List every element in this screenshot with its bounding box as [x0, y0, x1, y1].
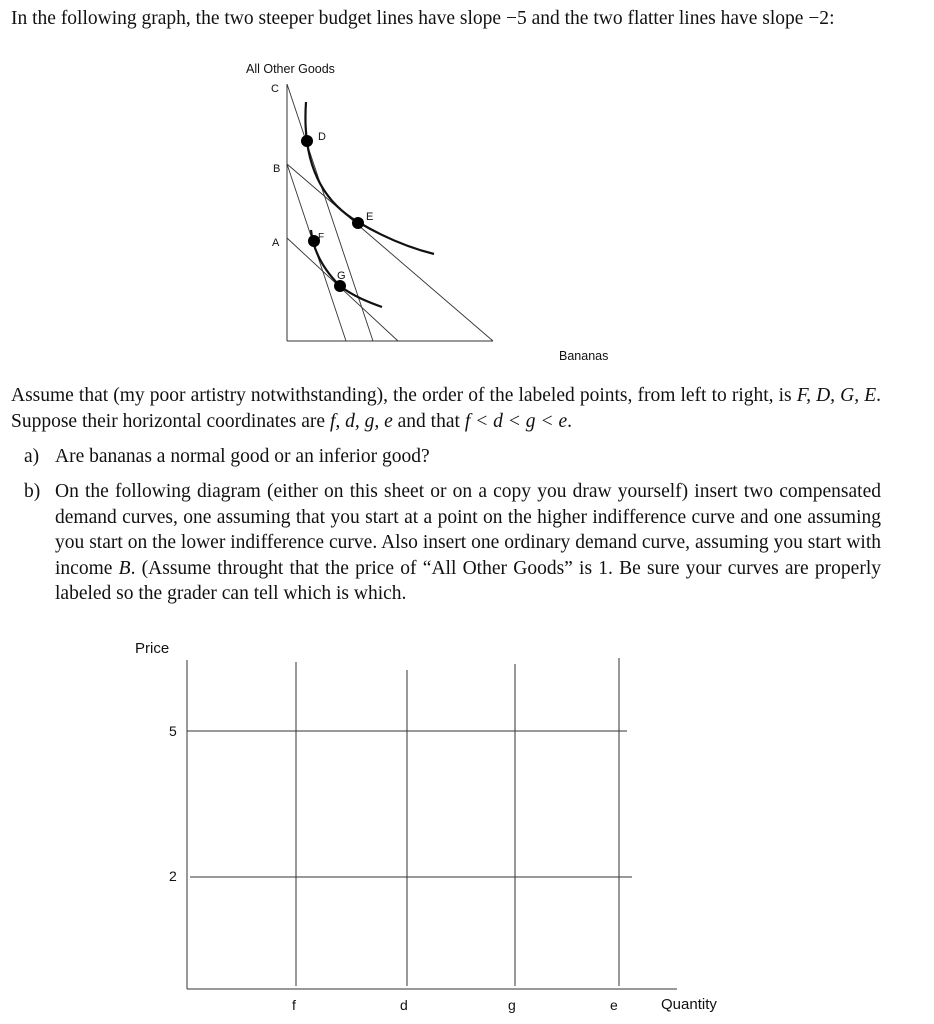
- budget-line-c-steep: [287, 84, 373, 341]
- point-e-marker: [352, 217, 364, 229]
- quantity-tick-d: d: [400, 997, 408, 1013]
- budget-line-figure: [0, 0, 934, 370]
- intro-text-2: and the two flatter lines have slope: [526, 8, 809, 29]
- question-b: [24, 479, 881, 607]
- point-label-g: G: [337, 270, 346, 282]
- quantity-tick-e: e: [610, 997, 618, 1013]
- higher-indifference-curve: [305, 102, 434, 254]
- slope-steep: −5: [505, 8, 527, 29]
- point-label-d: D: [318, 131, 326, 143]
- coordinate-names: f, d, g, e: [329, 410, 393, 432]
- intro-text-1: In the following graph, the two steeper budget lines have slope: [11, 8, 506, 29]
- question-a: [24, 444, 881, 470]
- assume-text-3: and that: [392, 410, 465, 432]
- demand-curve-grid: [0, 630, 934, 1024]
- point-order: F, D, G, E: [796, 385, 877, 406]
- y-axis-label-all-other-goods: All Other Goods: [246, 62, 335, 76]
- coordinate-inequality: f < d < g < e: [464, 410, 568, 432]
- question-a-text: Are bananas a normal good or an inferior good?: [55, 446, 430, 467]
- x-axis-label-quantity: Quantity: [661, 996, 717, 1013]
- slope-flat: −2: [808, 8, 830, 29]
- quantity-tick-g: g: [508, 997, 516, 1013]
- question-b-text-2: . (Assume throught that the price of “All Other Goods” is 1. Be sure your curves are properly labeled so the grader can tell which is which.: [55, 557, 881, 604]
- question-b-text-1: On the following diagram (either on this sheet or on a copy you draw yourself) insert two compensated demand curves, one assuming that you start at a point on the higher indifference curve and one assuming you start on the lower indifference curve. Also insert one ordinary demand curve, assuming you start with income: [55, 481, 881, 579]
- assume-text-1: Assume that (my poor artistry notwithstanding), the order of the labeled points, from left to right, is: [11, 385, 797, 406]
- intercept-label-a: A: [272, 237, 280, 249]
- intercept-label-b: B: [273, 163, 281, 175]
- question-a-marker: a): [24, 446, 40, 467]
- assume-text-2: . Suppose their horizontal coordinates are: [11, 385, 881, 432]
- question-b-marker: b): [24, 481, 41, 502]
- x-axis-label-bananas: Bananas: [559, 349, 609, 363]
- quantity-tick-f: f: [292, 997, 296, 1013]
- question-b-text: [55, 479, 881, 607]
- point-d-marker: [301, 135, 313, 147]
- assume-text-4: .: [567, 410, 572, 432]
- y-axis-label-price: Price: [135, 640, 170, 657]
- point-label-e: E: [366, 211, 374, 223]
- price-tick-5: 5: [169, 723, 177, 739]
- income-variable: B: [118, 557, 131, 579]
- price-tick-2: 2: [169, 868, 177, 884]
- intercept-label-c: C: [271, 83, 279, 95]
- assume-paragraph: [11, 383, 881, 434]
- point-label-f: F: [318, 232, 325, 243]
- intro-text-3: :: [829, 8, 835, 29]
